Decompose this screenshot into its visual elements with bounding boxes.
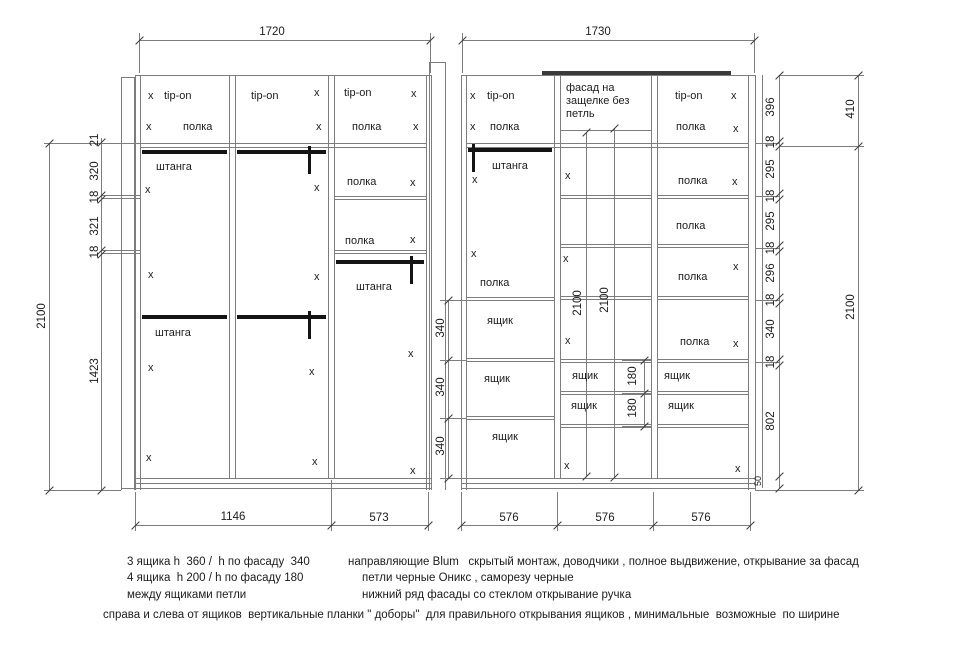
hinge-mark: x [314, 87, 320, 99]
shelf-line [462, 40, 754, 41]
panel-line [614, 128, 615, 478]
panel-line [229, 75, 230, 478]
panel-line [140, 75, 141, 490]
hinge-mark: x [471, 248, 477, 260]
drawer-label: ящик [484, 373, 510, 385]
tipon-label: tip-on [344, 87, 372, 99]
dim-height: 321 [89, 216, 101, 236]
hinge-mark: x [316, 121, 322, 133]
shelf-line [461, 525, 750, 526]
hinge-mark: x [148, 269, 154, 281]
dim-bay-width: 576 [499, 512, 519, 524]
shelf-line [101, 250, 140, 251]
note-hinges-between: между ящиками петли [127, 589, 247, 601]
shelf-line [560, 130, 651, 131]
shelf-line [560, 424, 651, 425]
shelf-line [466, 361, 554, 362]
shelf-line [657, 391, 748, 392]
tipon-label: tip-on [675, 90, 703, 102]
shelf-line [657, 198, 748, 199]
shelf-label: полка [490, 121, 520, 133]
hinge-mark: x [411, 88, 417, 100]
dim-height: 340 [765, 319, 777, 339]
shelf-label: полка [480, 277, 510, 289]
shelf-line [44, 490, 121, 491]
panel-line [448, 300, 449, 478]
panel-line [445, 62, 446, 490]
shelf-line [560, 362, 651, 363]
hinge-mark: x [565, 170, 571, 182]
panel-line [466, 75, 467, 490]
tipon-label: tip-on [164, 90, 192, 102]
hinge-mark: x [472, 174, 478, 186]
hinge-mark: x [314, 271, 320, 283]
panel-line [560, 75, 561, 478]
dim-height: 21 [89, 133, 101, 147]
shelf-line [461, 483, 755, 484]
dim-bay-width: 573 [369, 512, 389, 524]
dim-drawer-height: 340 [435, 318, 447, 338]
drawer-label: ящик [668, 400, 694, 412]
shelf-line [779, 75, 864, 76]
shelf-line [101, 253, 140, 254]
dim-mezzanine-height: 410 [845, 99, 857, 119]
latch-facade-label: фасад на защелке без петль [566, 82, 630, 121]
hinge-mark: x [732, 176, 738, 188]
panel-line [135, 75, 136, 490]
hinge-mark: x [410, 234, 416, 246]
hinge-mark: x [565, 335, 571, 347]
shelf-line [461, 488, 755, 489]
rod-label: штанга [492, 160, 528, 172]
tipon-label: tip-on [487, 90, 515, 102]
note-drawers-360: 3 ящика h 360 / h по фасаду 340 [127, 556, 310, 568]
hinge-mark: x [309, 366, 315, 378]
dim-height: 396 [765, 97, 777, 117]
rod-label: штанга [356, 281, 392, 293]
panel-line [121, 77, 122, 490]
shelf-line [461, 478, 755, 479]
dim-height: 18 [765, 355, 777, 369]
hinge-mark: x [148, 90, 154, 102]
dim-bay-width: 576 [691, 512, 711, 524]
dim-drawer-front: 180 [627, 366, 639, 386]
dim-height: 802 [765, 411, 777, 431]
dim-height: 320 [89, 161, 101, 181]
panel-line [49, 143, 50, 490]
shelf-label: полка [183, 121, 213, 133]
hinge-mark: x [413, 121, 419, 133]
shelf-line [560, 427, 651, 428]
shelf-line [560, 244, 651, 245]
shelf-line [755, 490, 864, 491]
shelf-label: полка [678, 271, 708, 283]
dim-height-overall: 2100 [36, 303, 48, 329]
shelf-line [135, 75, 431, 76]
shelf-line [440, 300, 466, 301]
dim-plinth: 50 [753, 475, 763, 487]
shelf-line [560, 198, 651, 199]
panel-line [554, 75, 555, 478]
hinge-mark: x [470, 121, 476, 133]
dim-height: 18 [89, 245, 101, 259]
panel-line [779, 75, 780, 488]
hanging-rod-bar [237, 150, 326, 154]
note-slides: направляющие Blum скрытый монтаж, доводчики , полное выдвижение, открывание за фасад [348, 556, 859, 568]
dim-bay-width: 1146 [220, 511, 246, 523]
panel-line [858, 75, 859, 490]
dim-height-overall: 2100 [845, 294, 857, 320]
shelf-line [429, 62, 445, 63]
shelf-line [622, 426, 652, 427]
shelf-line [657, 299, 748, 300]
panel-line [748, 75, 749, 490]
shelf-line [466, 143, 748, 144]
note-filler-strips: справа и слева от ящиков вертикальные планки " доборы" для правильного открывания ящиков , минимальные возможные по ширине [103, 609, 840, 621]
panel-line [429, 62, 430, 490]
hanging-rod-bar [142, 150, 227, 154]
dim-height: 1423 [89, 358, 101, 384]
shelf-line [622, 393, 652, 394]
hinge-mark: x [410, 465, 416, 477]
panel-line [328, 75, 329, 478]
dim-height: 18 [765, 241, 777, 255]
shelf-line [560, 195, 651, 196]
dim-width-right-cabinet: 1730 [585, 26, 611, 38]
dim-height: 295 [765, 211, 777, 231]
hinge-mark: x [408, 348, 414, 360]
shelf-line [334, 196, 426, 197]
hinge-mark: x [733, 261, 739, 273]
panel-line [334, 75, 335, 478]
dim-height: 296 [765, 263, 777, 283]
shelf-line [461, 75, 755, 76]
shelf-line [334, 250, 426, 251]
rod-hanger-stem [472, 144, 475, 172]
drawer-label: ящик [664, 370, 690, 382]
shelf-line [440, 418, 466, 419]
hinge-mark: x [733, 338, 739, 350]
shelf-line [101, 198, 140, 199]
panel-line [431, 75, 432, 490]
shelf-line [657, 247, 748, 248]
shelf-label: полка [676, 220, 706, 232]
panel-line [755, 75, 756, 490]
hinge-mark: x [146, 121, 152, 133]
shelf-label: полка [352, 121, 382, 133]
shelf-line [657, 359, 748, 360]
hanging-rod-bar [142, 315, 227, 319]
rod-hanger-stem [308, 146, 311, 174]
shelf-line [622, 360, 652, 361]
dim-facade-height: 2100 [599, 287, 611, 313]
shelf-line [466, 300, 554, 301]
hinge-mark: x [145, 184, 151, 196]
hinge-mark: x [312, 456, 318, 468]
panel-line [762, 75, 763, 488]
shelf-label: полка [347, 176, 377, 188]
hinge-mark: x [314, 182, 320, 194]
shelf-label: полка [345, 235, 375, 247]
shelf-line [560, 391, 651, 392]
drawer-label: ящик [487, 315, 513, 327]
shelf-line [140, 143, 426, 144]
panel-line [101, 138, 102, 490]
hinge-mark: x [731, 90, 737, 102]
drawer-label: ящик [492, 431, 518, 443]
shelf-line [334, 253, 426, 254]
shelf-line [466, 358, 554, 359]
shelf-line [657, 296, 748, 297]
panel-line [651, 75, 652, 478]
dim-height: 18 [765, 135, 777, 149]
dim-drawer-front: 180 [627, 398, 639, 418]
shelf-line [101, 195, 140, 196]
hinge-mark: x [146, 452, 152, 464]
hinge-mark: x [735, 463, 741, 475]
note-drawers-200: 4 ящика h 200 / h по фасаду 180 [127, 572, 304, 584]
note-glass-fronts: нижний ряд фасады со стеклом открывание ручка [362, 589, 632, 601]
shelf-line [657, 195, 748, 196]
dim-drawer-height: 340 [435, 377, 447, 397]
shelf-line [440, 360, 466, 361]
dim-height: 18 [89, 190, 101, 204]
shelf-line [140, 147, 426, 148]
dim-drawer-height: 340 [435, 436, 447, 456]
dim-facade-height: 2100 [572, 290, 584, 316]
panel-line [586, 132, 587, 477]
tipon-label: tip-on [251, 90, 279, 102]
hinge-mark: x [563, 253, 569, 265]
hanging-rod-bar [237, 315, 326, 319]
panel-line [426, 75, 427, 490]
shelf-line [466, 416, 554, 417]
shelf-line [657, 394, 748, 395]
dim-height: 18 [765, 189, 777, 203]
shelf-label: полка [678, 175, 708, 187]
dim-width-left-cabinet: 1720 [259, 26, 285, 38]
shelf-line [135, 525, 428, 526]
dim-bay-width: 576 [595, 512, 615, 524]
drawer-label: ящик [572, 370, 598, 382]
shelf-line [135, 478, 431, 479]
shelf-line [334, 199, 426, 200]
hinge-mark: x [148, 362, 154, 374]
shelf-line [466, 297, 554, 298]
hinge-mark: x [564, 460, 570, 472]
note-hinges-black: петли черные Оникс , саморезу черные [362, 572, 574, 584]
shelf-label: полка [680, 336, 710, 348]
panel-line [461, 75, 462, 490]
shelf-line [560, 394, 651, 395]
hinge-mark: x [733, 123, 739, 135]
drawer-label: ящик [571, 400, 597, 412]
dim-height: 18 [765, 293, 777, 307]
rod-hanger-stem [308, 311, 311, 339]
shelf-line [657, 362, 748, 363]
rod-label: штанга [156, 161, 192, 173]
panel-line [657, 75, 658, 478]
hanging-rod-bar [468, 148, 552, 152]
shelf-label: полка [676, 121, 706, 133]
shelf-line [560, 247, 651, 248]
shelf-line [121, 488, 431, 489]
shelf-line [121, 77, 134, 78]
shelf-line [440, 478, 466, 479]
latch-facade-bar [542, 71, 731, 75]
panel-line [235, 75, 236, 478]
shelf-line [657, 427, 748, 428]
shelf-line [139, 40, 430, 41]
rod-hanger-stem [410, 256, 413, 284]
dim-height: 295 [765, 159, 777, 179]
hinge-mark: x [410, 177, 416, 189]
rod-label: штанга [155, 327, 191, 339]
shelf-line [466, 419, 554, 420]
hinge-mark: x [470, 90, 476, 102]
shelf-line [779, 146, 864, 147]
shelf-line [135, 483, 431, 484]
shelf-line [657, 244, 748, 245]
shelf-line [657, 424, 748, 425]
